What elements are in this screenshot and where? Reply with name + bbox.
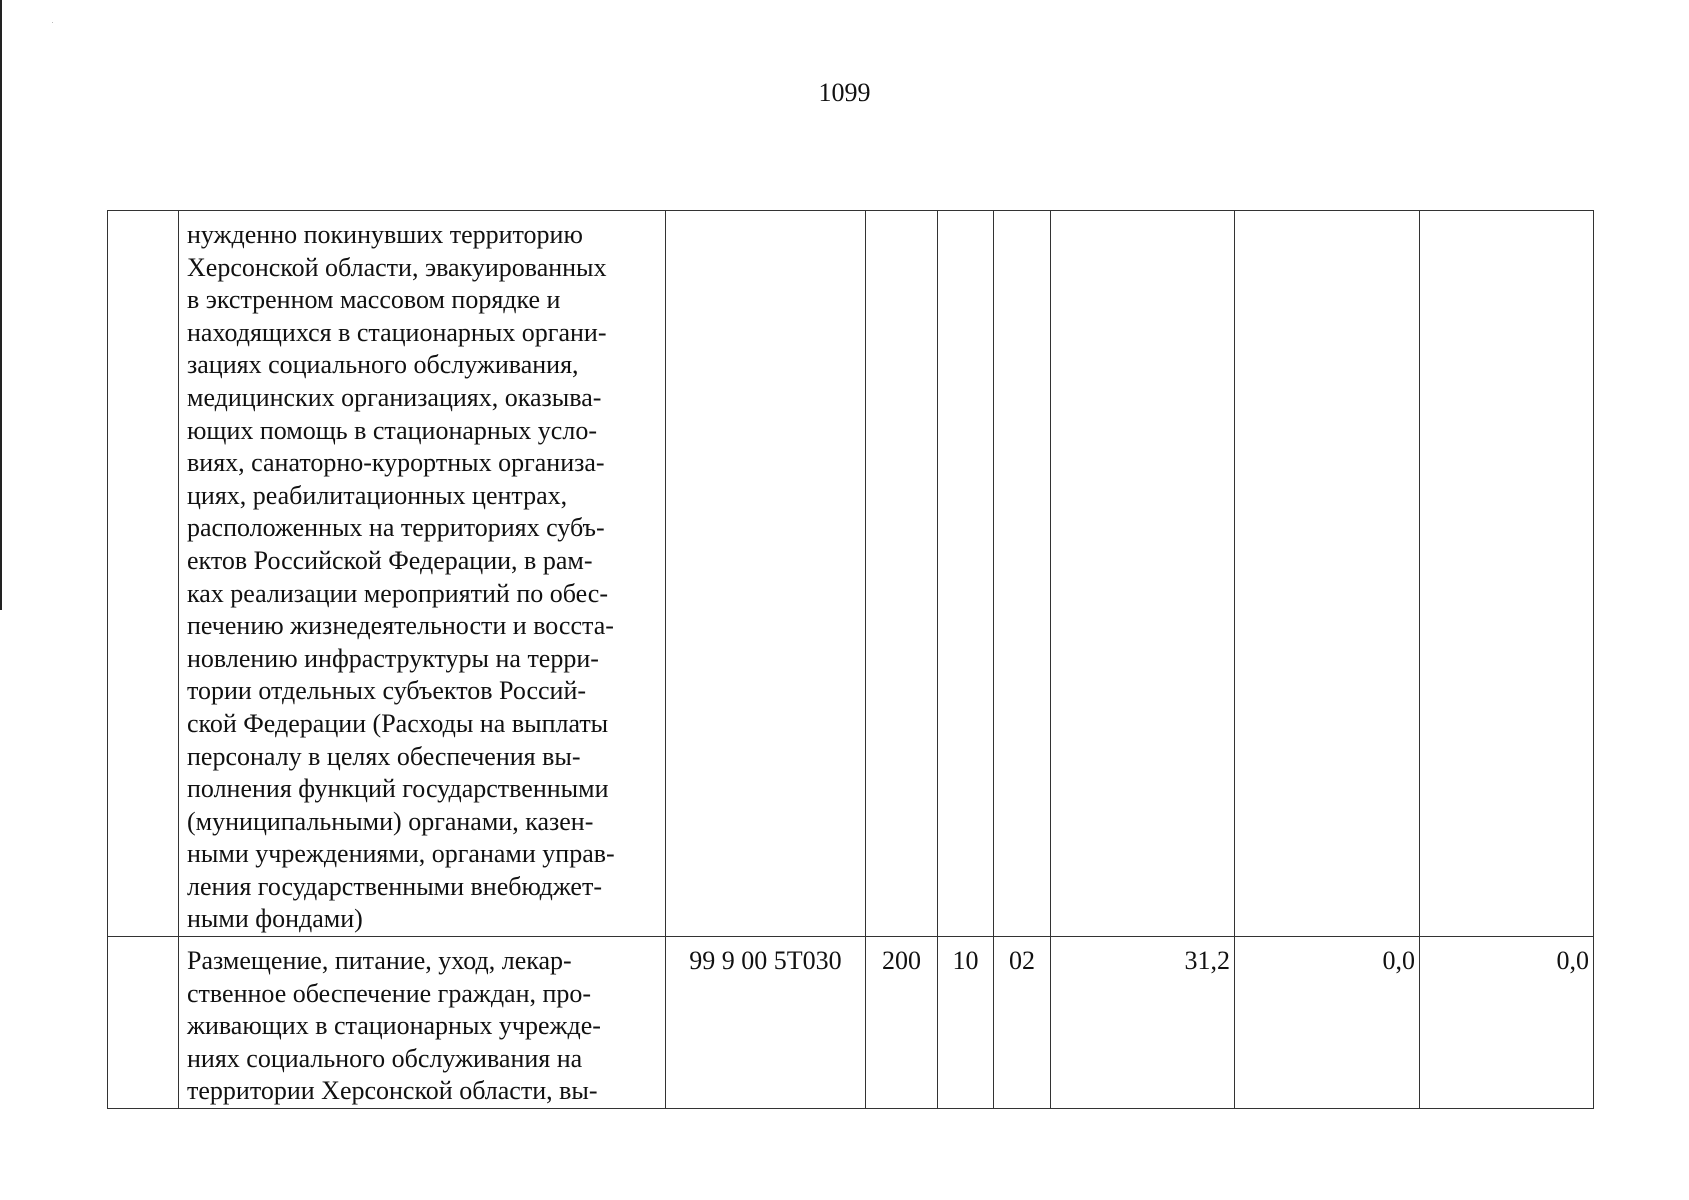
- section-cell: 10: [938, 937, 994, 1109]
- expense-type-cell: [866, 211, 938, 937]
- description-line: расположенных на территориях субъ-: [187, 513, 605, 543]
- table-row: [108, 937, 1594, 1109]
- target-article-cell: 99 9 00 5Т030: [666, 937, 866, 1109]
- amount-3-cell: [1420, 211, 1594, 937]
- description-line: зациях социального обслуживания,: [187, 350, 579, 380]
- description-line: ках реализации мероприятий по обес-: [187, 578, 609, 608]
- description-line: тории отдельных субъектов Россий-: [187, 676, 587, 706]
- expense-type-cell: 200: [866, 937, 938, 1109]
- description-line: ными фондами): [187, 904, 363, 934]
- description-line: нужденно покинувших территорию: [187, 220, 583, 249]
- description-line: ственное обеспечение граждан, про-: [187, 978, 592, 1008]
- section-cell: [938, 211, 994, 937]
- amount-1-cell: 31,2: [1051, 937, 1235, 1109]
- description-line: (муниципальными) органами, казен-: [187, 806, 594, 836]
- description-line: находящихся в стационарных органи-: [187, 317, 607, 347]
- row-description: [179, 937, 666, 1109]
- page-number: 1099: [818, 78, 871, 107]
- description-line: в экстренном массовом порядке и: [187, 285, 561, 315]
- description-line: ниях социального обслуживания на: [187, 1043, 583, 1073]
- target-article-cell: [666, 211, 866, 937]
- description-line: ющих помощь в стационарных усло-: [187, 415, 597, 445]
- description-line: циях, реабилитационных центрах,: [187, 480, 568, 510]
- description-line: ектов Российской Федерации, в рам-: [187, 545, 593, 575]
- amount-3-cell: 0,0: [1420, 937, 1594, 1109]
- description-line: ными учреждениями, органами управ-: [187, 839, 615, 869]
- description-line: медицинских организациях, оказыва-: [187, 382, 602, 412]
- row-index-cell: [108, 937, 179, 1109]
- description-line: ской Федерации (Расходы на выплаты: [187, 708, 609, 738]
- description-line: Херсонской области, эвакуированных: [187, 252, 607, 282]
- amount-1-cell: [1051, 211, 1235, 937]
- description-line: виях, санаторно-курортных организа-: [187, 448, 605, 478]
- row-index-cell: [108, 211, 179, 937]
- description-line: новлению инфраструктуры на терри-: [187, 643, 599, 673]
- description-line: территории Херсонской области, вы-: [187, 1076, 598, 1106]
- description-line: Размещение, питание, уход, лекар-: [187, 946, 572, 976]
- description-line: печению жизнедеятельности и восста-: [187, 611, 614, 641]
- row-description: [179, 211, 666, 937]
- subsection-cell: [994, 211, 1051, 937]
- scan-artifact: [52, 22, 53, 23]
- description-line: полнения функций государственными: [187, 774, 609, 804]
- table-row: [108, 211, 1594, 937]
- description-line: ления государственными внебюджет-: [187, 871, 602, 901]
- description-line: персоналу в целях обеспечения вы-: [187, 741, 581, 771]
- budget-table: [107, 210, 1594, 1109]
- amount-2-cell: [1235, 211, 1420, 937]
- description-line: живающих в стационарных учрежде-: [187, 1011, 601, 1041]
- subsection-cell: 02: [994, 937, 1051, 1109]
- amount-2-cell: 0,0: [1235, 937, 1420, 1109]
